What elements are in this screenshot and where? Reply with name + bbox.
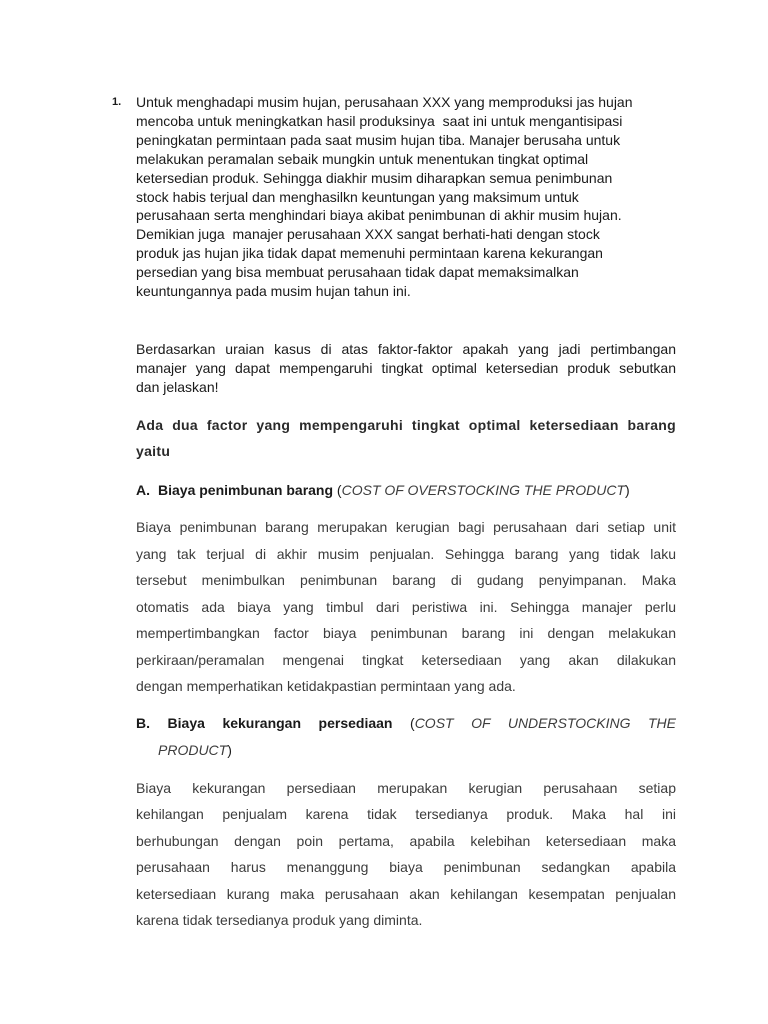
section-a-english-term: COST OF OVERSTOCKING THE PRODUCT [341,482,626,498]
section-a-line: tersebut menimbulkan penimbunan barang di gudang penyimpanan. Maka [136,572,676,588]
question-line: produk jas hujan jika tidak dapat memenuhi permintaan karena kekurangan [136,245,603,261]
section-a-open-paren: ( [333,482,342,498]
answer-intro-line: yaitu [136,443,171,459]
section-a-line: mempertimbangkan factor biaya penimbunan barang ini dengan melakukan [136,625,676,641]
section-b-english-term-cont: PRODUCT [158,742,228,758]
question-number: 1. [112,96,122,108]
section-b-open-paren: ( [392,715,415,731]
section-b-line: karena tidak tersedianya produk yang diminta. [136,912,423,928]
section-b-english-term: COST OF UNDERSTOCKING THE [414,715,677,731]
answer-intro-line: Ada dua factor yang mempengaruhi tingkat optimal ketersediaan barang [136,417,676,433]
question-line: ketersedian produk. Sehingga diakhir musim diharapkan semua penimbunan [136,170,613,186]
section-b-line: ketersediaan kurang maka perusahaan akan kehilangan kesempatan penjualan [136,886,676,902]
section-a-title: Biaya penimbunan barang [158,482,334,498]
section-b-line: berhubungan dengan poin pertama, apabila kelebihan ketersediaan maka [136,833,676,849]
section-b-line: Biaya kekurangan persediaan merupakan kerugian perusahaan setiap [136,780,676,796]
section-a-close-paren: ) [625,482,630,498]
question-line: Demikian juga manajer perusahaan XXX sangat berhati-hati dengan stock [136,226,600,242]
section-b-heading [136,715,676,731]
section-a-heading [136,482,630,498]
question-prompt-line: Berdasarkan uraian kasus di atas faktor-faktor apakah yang jadi pertimbangan [136,341,676,357]
section-b-letter: B. [136,715,150,731]
section-b-heading-cont [158,742,232,758]
section-a-line: otomatis ada biaya yang timbul dari peristiwa ini. Sehingga manajer perlu [136,599,676,615]
question-line: stock habis terjual dan menghasilkn keuntungan yang maksimum untuk [136,189,579,205]
section-a-line: perkiraan/peramalan mengenai tingkat ketersediaan yang akan dilakukan [136,652,676,668]
section-a-line: yang tak terjual di akhir musim penjualan. Sehingga barang yang tidak laku [136,546,676,562]
question-line: keuntungannya pada musim hujan tahun ini. [136,283,411,299]
question-line: persedian yang bisa membuat perusahaan tidak dapat memaksimalkan [136,264,579,280]
question-line: peningkatan permintaan pada saat musim hujan tiba. Manajer berusaha untuk [136,132,621,148]
question-line: perusahaan serta menghindari biaya akibat penimbunan di akhir musim hujan. [136,207,622,223]
question-line: Untuk menghadapi musim hujan, perusahaan XXX yang memproduksi jas hujan [136,94,633,110]
question-line: mencoba untuk meningkatkan hasil produksinya saat ini untuk mengantisipasi [136,113,623,129]
section-b-line: kehilangan penjualam karena tidak tersedianya produk. Maka hal ini [136,806,676,822]
section-b-close-paren: ) [227,742,232,758]
section-a-line: dengan memperhatikan ketidakpastian permintaan yang ada. [136,678,516,694]
question-prompt-line: manajer yang dapat mempengaruhi tingkat optimal ketersedian produk sebutkan [136,360,676,376]
section-b-title: Biaya kekurangan persediaan [167,715,393,731]
question-prompt-line: dan jelaskan! [136,379,219,395]
section-a-letter: A. [136,482,150,498]
section-b-line: perusahaan harus menanggung biaya penimbunan sedangkan apabila [136,859,676,875]
section-a-line: Biaya penimbunan barang merupakan kerugian bagi perusahaan dari setiap unit [136,519,676,535]
question-line: melakukan peramalan sebaik mungkin untuk menentukan tingkat optimal [136,151,589,167]
